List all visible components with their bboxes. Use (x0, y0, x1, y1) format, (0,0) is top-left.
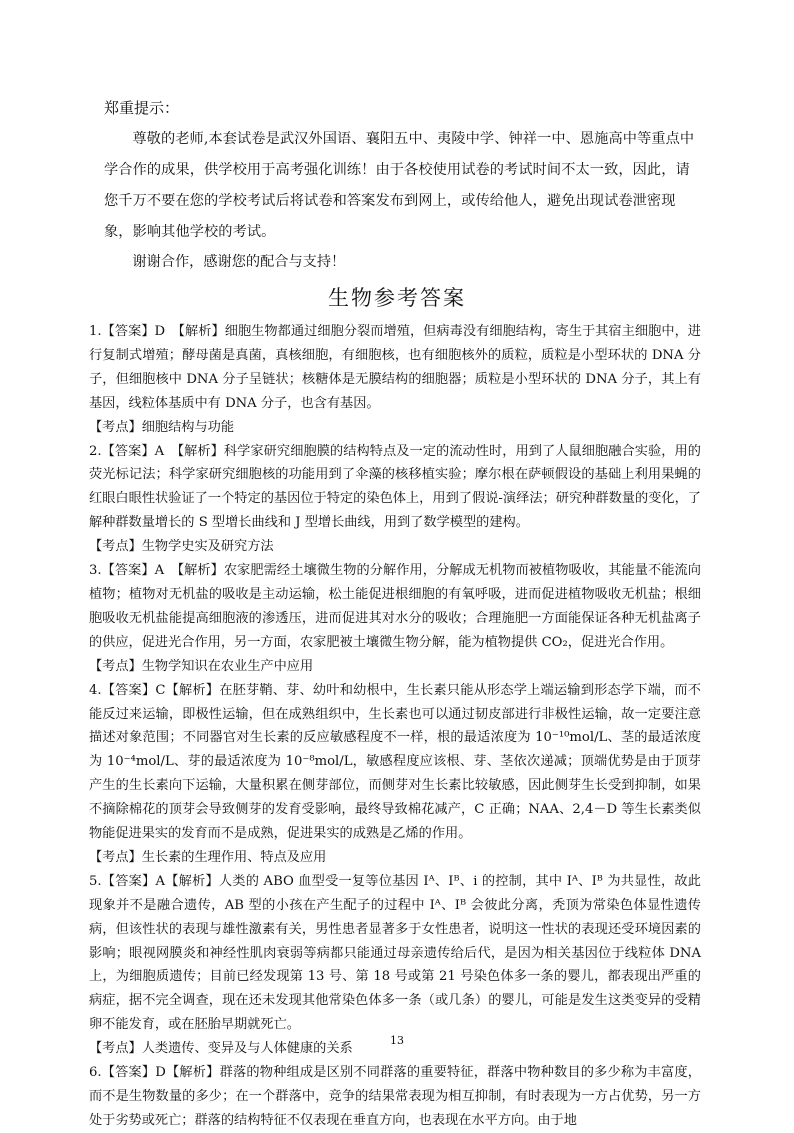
answer-2-kaodian: 【考点】生物学史实及研究方法 (89, 539, 274, 555)
answer-1-text: 1.【答案】D 【解析】细胞生物都通过细胞分裂而增殖，但病毒没有细胞结构，寄生于其宿主细胞中，进行复制式增殖；酵母菌是真菌，真核细胞，有细胞核，也有细胞核外的质粒，质粒是小型环状的 DNA 分子，但细胞核中 DNA 分子呈链状；核糖体是无膜结构的细胞器；质粒是小型环状的 DNA 分子，其上有基因，线粒体基质中有 DNA 分子，也含有基因。 (89, 324, 701, 411)
answer-5-text: 5.【答案】A【解析】人类的 ABO 血型受一复等位基因 Iᴬ、Iᴮ、i 的控制，其中 Iᴬ、Iᴮ 为共显性，故此现象并不是融合遗传，AB 型的小孩在产生配子的过程中 Iᴬ、Iᴮ 会彼此分离，秃顶为常染色体显性遗传病，但该性状的表现与雄性激素有关，男性患者显著多于女性患者，说明这一性状的表现还受环境因素的影响；眼视网膜炎和神经性肌肉衰弱等病都只能通过母亲遗传给后代，是因为相关基因位于线粒体 DNA 上，为细胞质遗传；目前已经发现第 13 号、第 18 号或第 21 号染色体多一条的婴儿，都表现出严重的病症，据不完全调查，现在还未发现其他常染色体多一条（或几条）的婴儿，可能是发生这类变异的受精卵不能发育，或在胚胎早期就死亡。 (89, 873, 701, 1033)
answer-2-text: 2.【答案】A 【解析】科学家研究细胞膜的结构特点及一定的流动性时，用到了人鼠细胞融合实验，用的荧光标记法；科学家研究细胞核的功能用到了伞藻的核移植实验；摩尔根在萨顿假设的基础上利用果蝇的红眼白眼性状验证了一个特定的基因位于特定的染色体上，用到了假说-演绎法；研究种群数量的变化，了解种群数量增长的 S 型增长曲线和 J 型增长曲线，用到了数学模型的建构。 (89, 443, 701, 531)
page-number: 13 (390, 1034, 404, 1047)
answer-5-kaodian: 【考点】人类遗传、变异及与人体健康的关系 (89, 1041, 353, 1057)
answer-list (89, 320, 701, 1133)
answer-6-text: 6.【答案】D【解析】群落的物种组成是区别不同群落的重要特征，群落中物种数目的多少称为丰富度，而不是生物数量的多少；在一个群落中，竞争的结果常表现为相互抑制，有时表现为一方占优势，另一方处于劣势或死亡；群落的结构特征不仅表现在垂直方向，也表现在水平方向。由于地 (89, 1065, 701, 1128)
notice-thanks: 谢谢合作，感谢您的配合与支持！ (132, 254, 346, 270)
answer-3-kaodian: 【考点】生物学知识在农业生产中应用 (89, 658, 314, 674)
answer-4-kaodian: 【考点】生长素的生理作用、特点及应用 (89, 849, 327, 865)
notice-paragraph: 尊敬的老师,本套试卷是武汉外国语、襄阳五中、夷陵中学、钟祥一中、恩施高中等重点中学合作的成果，供学校用于高考强化训练！由于各校使用试卷的考试时间不太一致，因此，请您千万不要在您的学校考试后将试卷和答案发布到网上，或传给他人，避免出现试卷泄密现象，影响其他学校的考试。 (104, 131, 695, 240)
page-title: 生物参考答案 (328, 286, 466, 310)
answer-1-kaodian: 【考点】细胞结构与功能 (89, 419, 235, 435)
answer-3-text: 3.【答案】A 【解析】农家肥需经土壤微生物的分解作用，分解成无机物而被植物吸收，其能量不能流向植物；植物对无机盐的吸收是主动运输，松土能促进根细胞的有氧呼吸，进而促进植物吸收无机盐；根细胞吸收无机盐能提高细胞液的渗透压，进而促进其对水分的吸收；合理施肥一方面能保证各种无机盐离子的供应，促进光合作用，另一方面，农家肥被土壤微生物分解，能为植物提供 CO₂，促进光合作用。 (89, 563, 701, 650)
answer-4-text: 4.【答案】C【解析】在胚芽鞘、芽、幼叶和幼根中，生长素只能从形态学上端运输到形态学下端，而不能反过来运输，即极性运输，但在成熟组织中，生长素也可以通过韧皮部进行非极性运输，故一定要注意描述对象范围；不同器官对生长素的反应敏感程度不一样，根的最适浓度为 10⁻¹⁰mol/L、茎的最适浓度为 10⁻⁴mol/L、芽的最适浓度为 10⁻⁸mol/L，敏感程度应该根、芽、茎依次递减；顶端优势是由于顶芽产生的生长素向下运输，大量积累在侧芽部位，而侧芽对生长素比较敏感，因此侧芽生长受到抑制，如果不摘除棉花的顶芽会导致侧芽的发育受影响，最终导致棉花减产，C 正确；NAA、2,4－D 等生长素类似物能促进果实的发育而不是成熟，促进果实的成熟是乙烯的作用。 (89, 682, 701, 842)
notice-heading: 郑重提示： (104, 99, 180, 117)
